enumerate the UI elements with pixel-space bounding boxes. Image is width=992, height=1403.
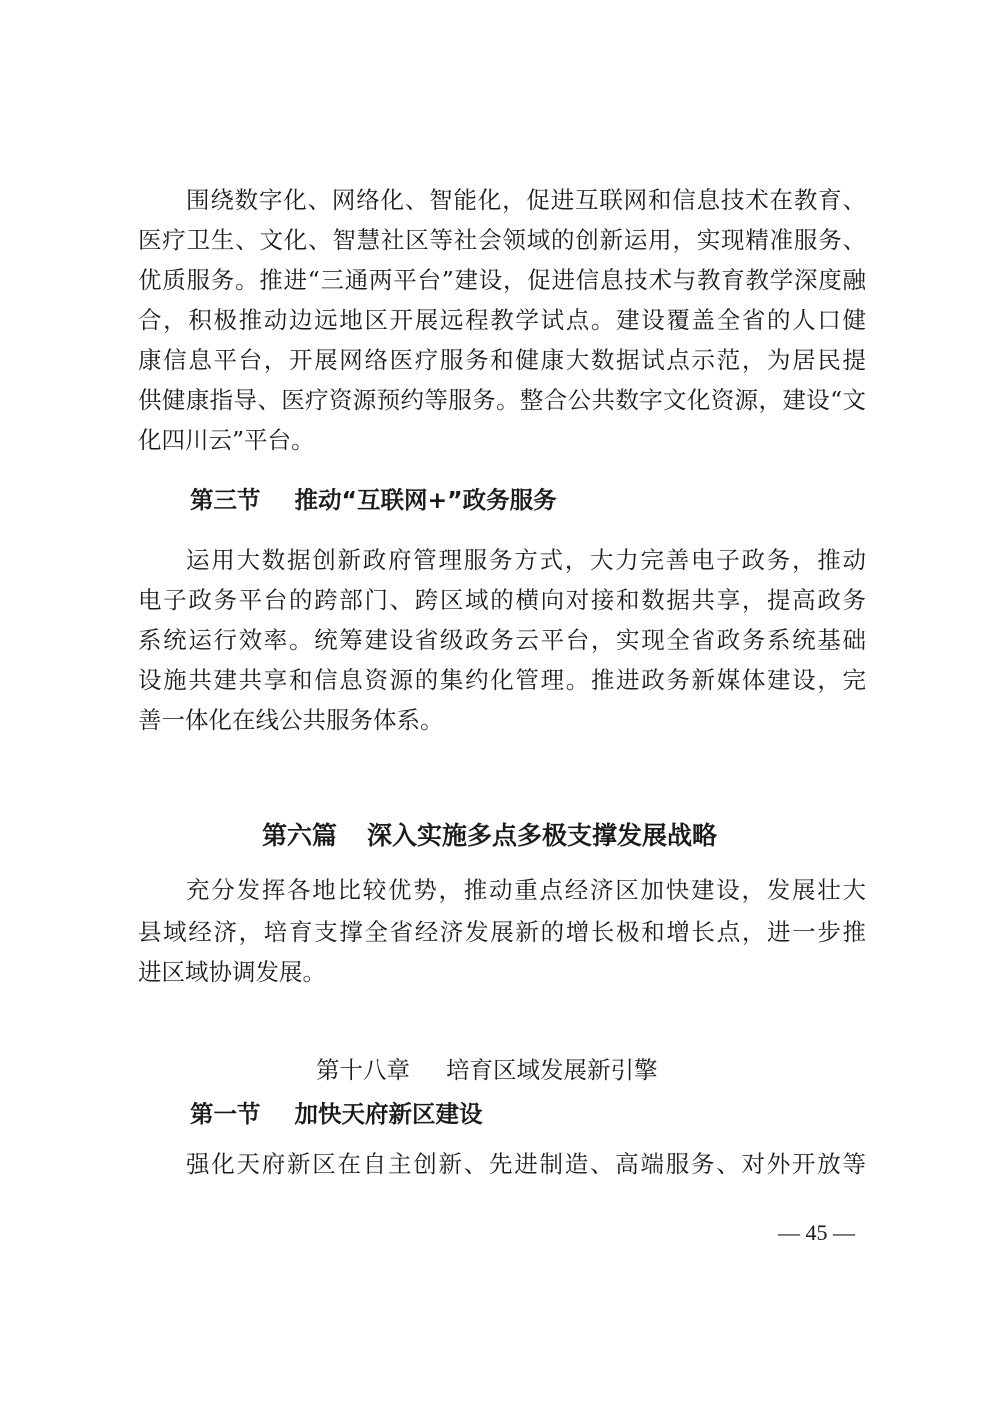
chapter-label: 第十八章	[316, 1056, 410, 1084]
para4-line-1: 强化天府新区在自主创新、先进制造、高端服务、对外开放等	[186, 1150, 866, 1178]
para1-line-2: 医疗卫生、文化、智慧社区等社会领域的创新运用，实现精准服务、	[138, 226, 866, 254]
part-label: 第六篇	[262, 821, 338, 850]
para2-line-1: 运用大数据创新政府管理服务方式，大力完善电子政务，推动	[186, 546, 866, 574]
para2-line-2: 电子政务平台的跨部门、跨区域的横向对接和数据共享，提高政务	[138, 586, 866, 614]
para1-line-4: 合，积极推动边远地区开展远程教学试点。建设覆盖全省的人口健	[138, 306, 866, 334]
para2-line-5: 善一体化在线公共服务体系。	[138, 706, 444, 734]
chapter-title: 培育区域发展新引擎	[446, 1056, 658, 1084]
para2-line-4: 设施共建共享和信息资源的集约化管理。推进政务新媒体建设，完	[138, 666, 866, 694]
para1-line-1: 围绕数字化、网络化、智能化，促进互联网和信息技术在教育、	[186, 186, 866, 214]
para1-line-7: 化四川云”平台。	[138, 426, 315, 454]
chapter-heading	[316, 1052, 658, 1088]
page-number: — 45 —	[778, 1220, 855, 1245]
section-label: 第三节	[190, 486, 261, 514]
section-title: 推动“互联网+”政务服务	[294, 486, 557, 514]
para2-line-3: 系统运行效率。统筹建设省级政务云平台，实现全省政务系统基础	[138, 626, 866, 654]
para3-line-1: 充分发挥各地比较优势，推动重点经济区加快建设，发展壮大	[186, 876, 866, 904]
para3-line-2: 县域经济，培育支撑全省经济发展新的增长极和增长点，进一步推	[138, 918, 866, 946]
section-heading-1	[190, 1096, 483, 1132]
para1-line-6: 供健康指导、医疗资源预约等服务。整合公共数字文化资源，建设“文	[138, 386, 866, 414]
para3-line-3: 进区域协调发展。	[138, 958, 326, 986]
section-label: 第一节	[190, 1100, 261, 1128]
section-heading-3	[190, 482, 557, 518]
para1-line-3: 优质服务。推进“三通两平台”建设，促进信息技术与教育教学深度融	[138, 266, 866, 294]
part-title	[262, 818, 717, 854]
section-title: 加快天府新区建设	[294, 1100, 483, 1128]
para1-line-5: 康信息平台，开展网络医疗服务和健康大数据试点示范，为居民提	[138, 346, 866, 374]
part-name: 深入实施多点多极支撑发展战略	[367, 821, 718, 850]
